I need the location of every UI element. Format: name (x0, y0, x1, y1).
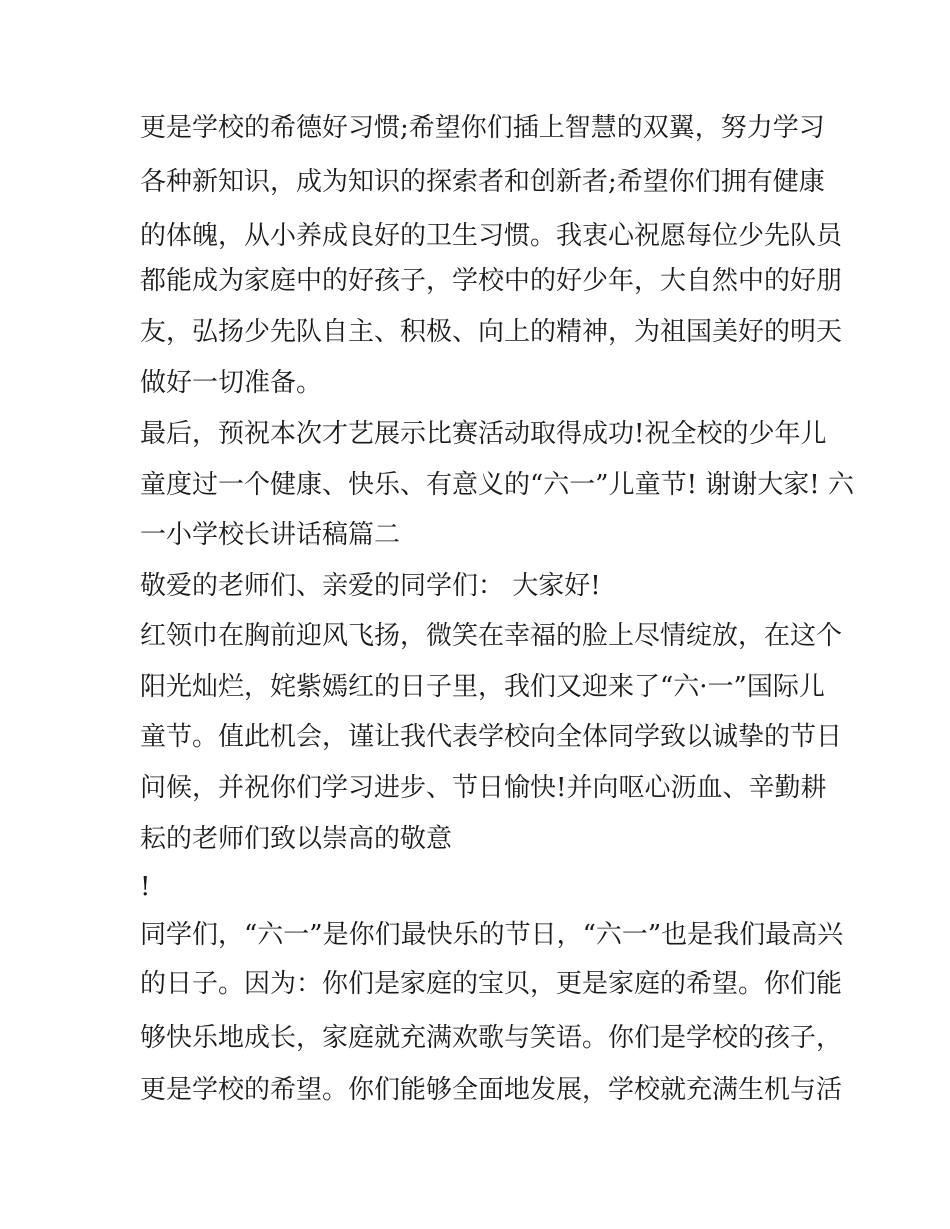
text-line: 童节。值此机会，谨让我代表学校向全体同学致以诚挚的节日 (140, 722, 843, 752)
text-line: 同学们，“六一”是你们最快乐的节日，“六一”也是我们最高兴 (140, 920, 844, 950)
text-line: 够快乐地成长，家庭就充满欢歌与笑语。你们是学校的孩子， (140, 1023, 843, 1053)
text-line: 更是学校的希德好习惯;希望你们插上智慧的双翼，努力学习 (140, 113, 825, 143)
text-line: 敬爱的老师们、亲爱的同学们： 大家好! (140, 571, 601, 601)
text-line: 的体魄，从小养成良好的卫生习惯。我衷心祝愿每位少先队员 (140, 221, 843, 251)
text-line: 最后，预祝本次才艺展示比赛活动取得成功!祝全校的少年儿 (140, 419, 827, 449)
text-line: 的日子。因为：你们是家庭的宝贝，更是家庭的希望。你们能 (140, 969, 843, 999)
text-line: 友，弘扬少先队自主、积极、向上的精神，为祖国美好的明天 (140, 317, 843, 347)
text-line: 阳光灿烂，姹紫嫣红的日子里，我们又迎来了“六·一”国际儿 (140, 672, 825, 702)
text-line: ! (140, 872, 151, 902)
text-line: 更是学校的希望。你们能够全面地发展，学校就充满生机与活 (140, 1075, 843, 1105)
text-line: 耘的老师们致以崇高的敬意 (140, 824, 453, 854)
text-line: 做好一切准备。 (140, 368, 323, 398)
text-line: 都能成为家庭中的好孩子，学校中的好少年，大自然中的好朋 (140, 266, 843, 296)
text-line: 各种新知识，成为知识的探索者和创新者;希望你们拥有健康 (140, 167, 825, 197)
text-line: 童度过一个健康、快乐、有意义的“六一”儿童节! 谢谢大家! 六 (140, 470, 855, 500)
text-line: 一小学校长讲话稿篇二 (140, 520, 401, 550)
text-line: 问候，并祝你们学习进步、节日愉快!并向呕心沥血、辛勤耕 (140, 773, 827, 803)
text-line: 红领巾在胸前迎风飞扬，微笑在幸福的脸上尽情绽放，在这个 (140, 621, 843, 651)
